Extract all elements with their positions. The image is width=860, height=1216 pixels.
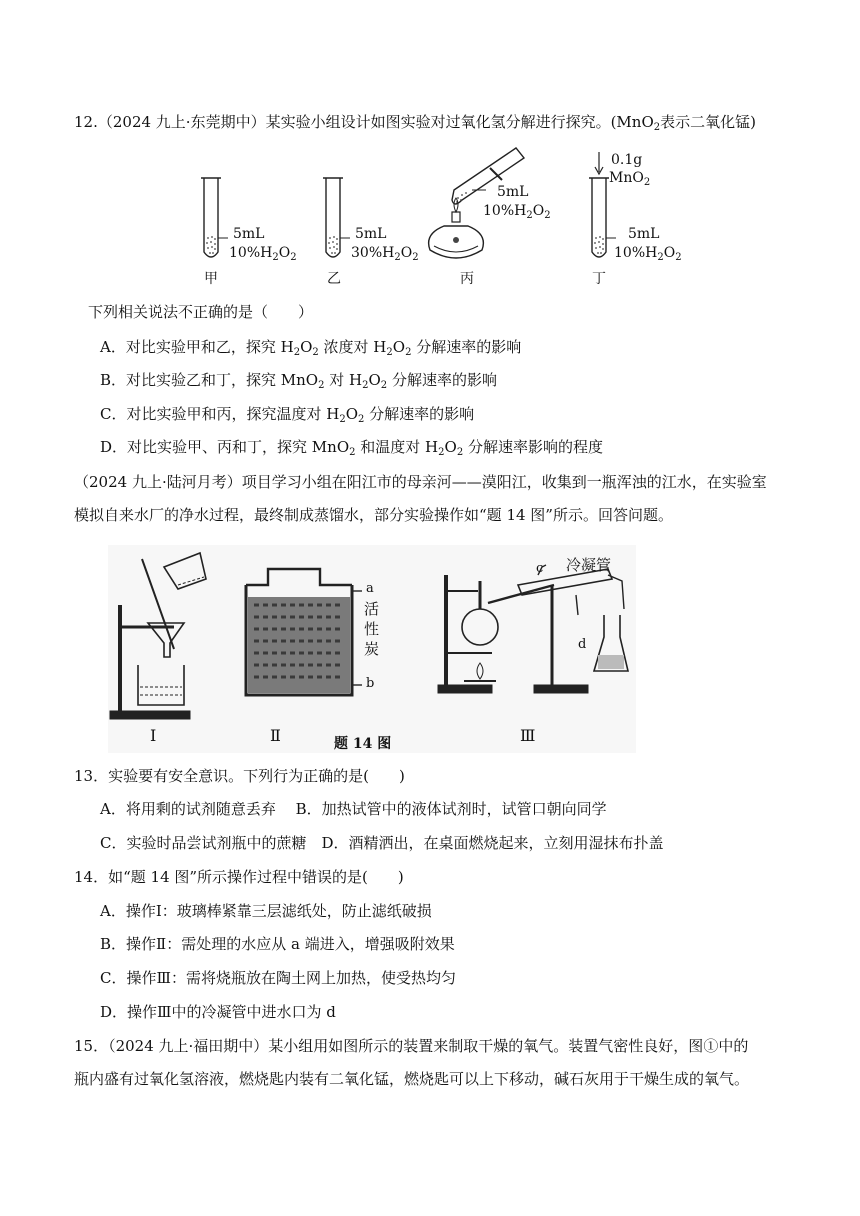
mno2-formula: MnO$_2$ — [609, 170, 651, 188]
tube-ding-volume: 5mL — [628, 226, 660, 242]
fig14-condenser-label: 冷凝管 — [566, 556, 612, 574]
q12-option-a: A．对比实验甲和乙，探究 $H_2O_2$ 浓度对 $H_2O_2$ 分解速率的影响 — [100, 338, 522, 358]
passage-line-2: 模拟自来水厂的净水过程，最终制成蒸馏水，部分实验操作如“题 14 图”所示。回答问题。 — [74, 506, 673, 524]
q15-line-2: 瓶内盛有过氧化氢溶液，燃烧匙内装有二氧化锰，燃烧匙可以上下移动，碱石灰用于干燥生成的氧气。 — [74, 1070, 750, 1088]
tube-jia-label: 甲 — [204, 271, 218, 287]
q12-option-b: B．对比实验乙和丁，探究 MnO$_2$ 对 $H_2O_2$ 分解速率的影响 — [100, 371, 497, 391]
tube-bing-label: 丙 — [460, 271, 474, 287]
q13-options-row-1: A．将用剩的试剂随意丢弃 B．加热试管中的液体试剂时，试管口朝向同学 — [100, 800, 607, 818]
q12-prompt: 下列相关说法不正确的是（ ） — [88, 303, 314, 321]
tube-yi-concentration: $30\%H_2O_2$ — [351, 245, 419, 263]
fig14-op2-label: Ⅱ — [270, 726, 281, 745]
test-tube-jia — [201, 178, 228, 257]
tube-bing-concentration: $10\%H_2O_2$ — [483, 203, 551, 221]
q12-option-d: D．对比实验甲、丙和丁，探究 MnO$_2$ 和温度对 $H_2O_2$ 分解速率影响的程度 — [100, 438, 603, 458]
q13-options-row-2: C．实验时品尝试剂瓶中的蔗糖 D．酒精洒出，在桌面燃烧起来，立刻用湿抹布扑盖 — [100, 834, 664, 852]
fig14-carbon-2: 性 — [364, 620, 380, 638]
tube-jia-volume: 5mL — [233, 226, 265, 242]
fig14-op3-label: Ⅲ — [520, 726, 536, 745]
fig14-label-c: c — [536, 561, 544, 576]
q12-option-c: C．对比实验甲和丙，探究温度对 $H_2O_2$ 分解速率的影响 — [100, 405, 475, 425]
tube-ding-label: 丁 — [592, 271, 606, 287]
tube-jia-concentration: $10\%H_2O_2$ — [229, 245, 297, 263]
q15-line-1: 15．（2024 九上·福田期中）某小组用如图所示的装置来制取干燥的氧气。装置气密性良好，图①中的 — [74, 1037, 749, 1055]
mno2-mass: 0.1g — [611, 152, 643, 168]
fig14-carbon-3: 炭 — [364, 640, 380, 658]
fig14-caption: 题 14 图 — [334, 736, 392, 752]
q14-option-c: C．操作Ⅲ：需将烧瓶放在陶土网上加热，使受热均匀 — [100, 969, 456, 987]
q13-stem: 13．实验要有安全意识。下列行为正确的是( ) — [74, 767, 405, 785]
tube-yi-label: 乙 — [327, 271, 341, 287]
circled-number-1: ① — [703, 1037, 719, 1055]
fig14-op1-label: Ⅰ — [150, 726, 157, 745]
test-tube-yi — [323, 178, 350, 257]
fig14-label-d: d — [578, 637, 587, 652]
fig14-label-a: a — [366, 581, 374, 596]
q12-stem: 12.（2024 九上·东莞期中）某实验小组设计如图实验对过氧化氢分解进行探究。(MnO$_2$表示二氧化锰) — [74, 113, 756, 133]
passage-line-1: （2024 九上·陆河月考）项目学习小组在阳江市的母亲河——漠阳江，收集到一瓶浑浊的江水，在实验室 — [74, 473, 767, 491]
tube-yi-volume: 5mL — [355, 226, 387, 242]
q14-option-a: A．操作Ⅰ：玻璃棒紧靠三层滤纸处，防止滤纸破损 — [100, 902, 432, 920]
tube-ding-concentration: $10\%H_2O_2$ — [614, 245, 682, 263]
tube-bing-volume: 5mL — [497, 184, 529, 200]
q14-stem: 14．如“题 14 图”所示操作过程中错误的是( ) — [74, 868, 404, 886]
q14-option-d: D．操作Ⅲ中的冷凝管中进水口为 d — [100, 1003, 336, 1021]
q14-option-b: B．操作Ⅱ：需处理的水应从 a 端进入，增强吸附效果 — [100, 935, 455, 953]
fig14-carbon-1: 活 — [364, 600, 380, 618]
fig14-label-b: b — [366, 676, 375, 691]
